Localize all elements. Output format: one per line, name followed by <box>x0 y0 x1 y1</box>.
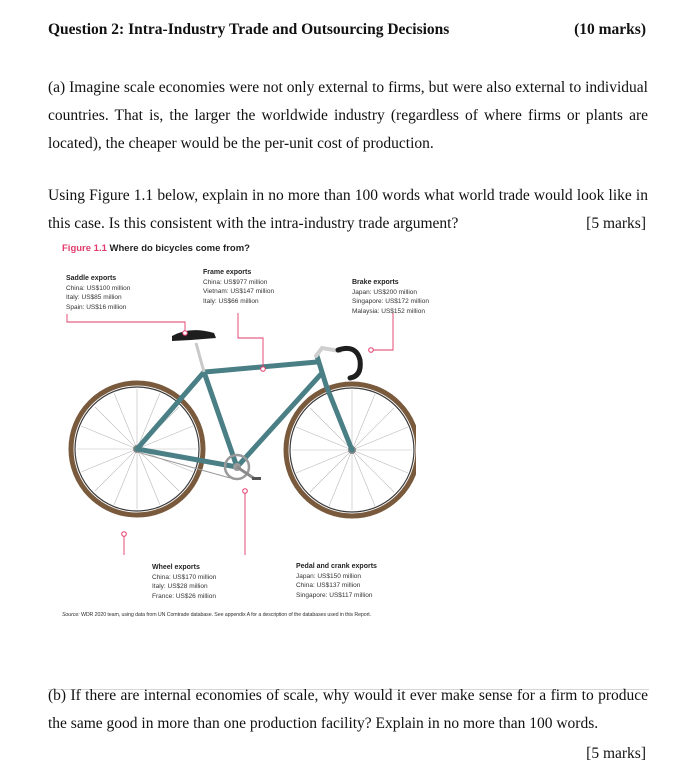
question-marks: (10 marks) <box>574 21 646 38</box>
saddle-exports-line: China: US$100 million <box>66 284 131 292</box>
pedal-crank-exports-line: China: US$137 million <box>296 582 361 589</box>
figure-caption: Where do bicycles come from? <box>109 243 250 254</box>
brake-exports-line: Japan: US$200 million <box>352 288 418 296</box>
frame-exports-line: Vietnam: US$147 million <box>203 288 275 295</box>
handlebar <box>338 348 360 378</box>
saddle <box>172 330 216 341</box>
frame-exports-line: Italy: US$66 million <box>203 297 259 305</box>
saddle-exports-label <box>66 274 130 312</box>
wheel-exports-line: China: US$170 million <box>152 573 217 581</box>
pedal-crank-exports-line: Singapore: US$117 million <box>296 591 373 599</box>
figure-source <box>62 612 371 618</box>
figure-number: Figure 1.1 <box>62 243 107 254</box>
question-title: Question 2: Intra-Industry Trade and Outsourcing Decisions <box>48 21 450 38</box>
wheel-exports-line: Italy: US$28 million <box>152 583 208 590</box>
saddle-exports-line: Spain: US$16 million <box>66 303 127 311</box>
source-text: WDR 2020 team, using data from UN Comtrade database. See appendix A for a description of the databases used in this Report. <box>80 612 372 618</box>
pedal <box>252 477 261 480</box>
part-a-marks: [5 marks] <box>586 215 646 232</box>
bike-frame <box>137 356 352 467</box>
frame-exports-label <box>203 268 274 306</box>
part-a-task: Using Figure 1.1 below, explain in no more than 100 words what world trade would look like in this case. Is this consistent with the intra-industry trade argument? <box>48 187 648 232</box>
brake-exports-line: Singapore: US$172 million <box>352 298 429 305</box>
pedal-crank-exports-title: Pedal and crank exports <box>296 563 377 570</box>
brake-exports-line: Malaysia: US$152 million <box>352 307 425 315</box>
wheel-exports-label <box>152 563 216 601</box>
pedal-crank-exports-label <box>296 562 377 600</box>
part-b-text: (b) If there are internal economies of scale, why would it ever make sense for a firm to produce the same good in more than one production facility? Explain in no more than 100 words. <box>48 687 648 732</box>
wheel-exports-title: Wheel exports <box>152 564 200 571</box>
saddle-exports-line: Italy: US$85 million <box>66 294 122 301</box>
brake-exports-title: Brake exports <box>352 279 399 286</box>
part-b-marks: [5 marks] <box>586 745 646 762</box>
frame-exports-title: Frame exports <box>203 269 252 276</box>
pedal-crank-exports-line: Japan: US$150 million <box>296 572 362 580</box>
brake-exports-label <box>352 278 429 316</box>
figure-title <box>62 243 250 254</box>
wheel-exports-line: France: US$26 million <box>152 592 216 600</box>
source-label: Source: <box>62 612 80 618</box>
frame-exports-line: China: US$977 million <box>203 278 268 286</box>
seatpost <box>196 343 204 372</box>
part-a-text: (a) Imagine scale economies were not only external to firms, but were also external to individual countries. That is, the larger the worldwide industry (regardless of where firms or plants are located), the cheaper would be the per-unit cost of production. <box>48 79 648 152</box>
saddle-exports-title: Saddle exports <box>66 275 117 282</box>
